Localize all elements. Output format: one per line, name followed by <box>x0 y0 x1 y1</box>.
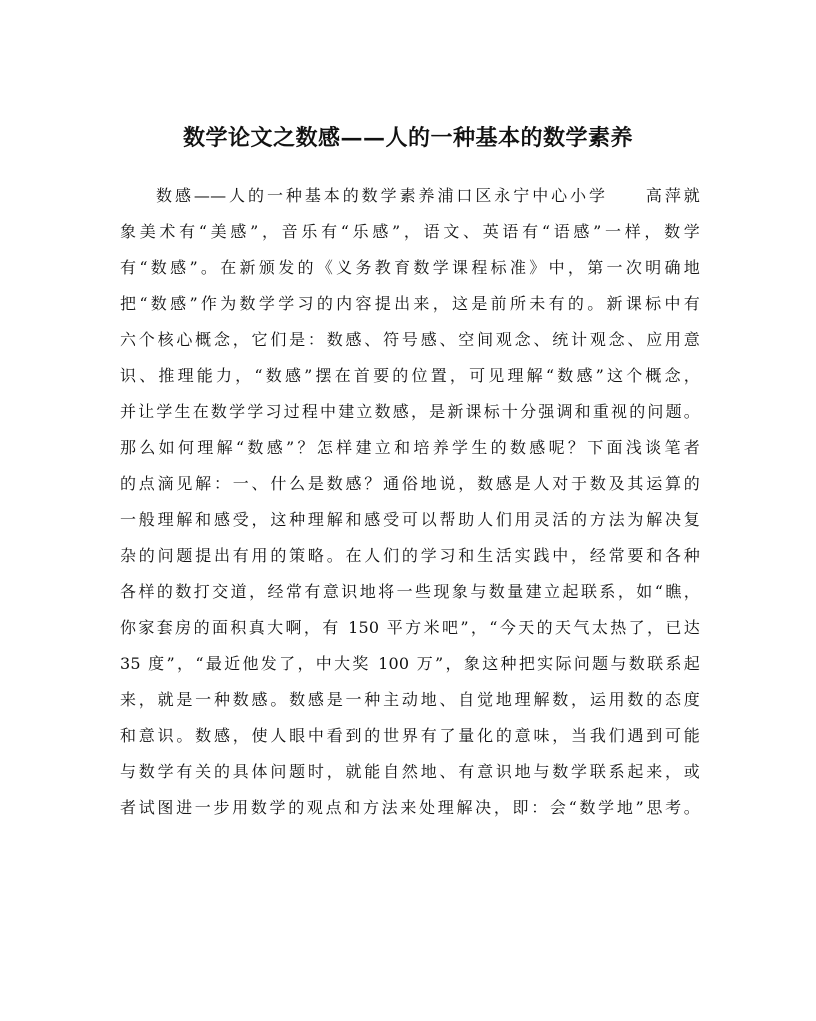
paragraph-line: 象美术有“美感”，音乐有“乐感”，语文、英语有“语感”一样，数学 <box>120 222 700 241</box>
paragraph-line: 并让学生在数学学习过程中建立数感，是新课标十分强调和重视的问题。 <box>120 402 700 421</box>
paragraph-line: 者试图进一步用数学的观点和方法来处理解决，即：会“数学地”思考。 <box>120 798 700 817</box>
paragraph-line: 数感——人的一种基本的数学素养浦口区永宁中心小学 高萍就 <box>156 186 700 205</box>
document-title: 数学论文之数感——人的一种基本的数学素养 <box>182 124 633 151</box>
paragraph-line: 各样的数打交道，经常有意识地将一些现象与数量建立起联系，如“瞧， <box>120 582 700 601</box>
paragraph-line: 来，就是一种数感。数感是一种主动地、自觉地理解数，运用数的态度 <box>120 690 700 709</box>
paragraph-line: 识、推理能力，“数感”摆在首要的位置，可见理解“数感”这个概念， <box>120 366 700 385</box>
paragraph-line: 与数学有关的具体问题时，就能自然地、有意识地与数学联系起来，或 <box>120 762 700 781</box>
paragraph-line: 35 度”，“最近他发了，中大奖 100 万”，象这种把实际问题与数联系起 <box>120 654 700 673</box>
paragraph-line: 把“数感”作为数学学习的内容提出来，这是前所未有的。新课标中有 <box>120 294 700 313</box>
paragraph-line: 杂的问题提出有用的策略。在人们的学习和生活实践中，经常要和各种 <box>120 546 700 565</box>
paragraph-line: 你家套房的面积真大啊，有 150 平方米吧”，“今天的天气太热了，已达 <box>120 618 700 637</box>
paragraph-line: 一般理解和感受，这种理解和感受可以帮助人们用灵活的方法为解决复 <box>120 510 700 529</box>
document-body <box>120 178 700 826</box>
paragraph-line: 六个核心概念，它们是：数感、符号感、空间观念、统计观念、应用意 <box>120 330 700 349</box>
paragraph-line: 那么如何理解“数感”？怎样建立和培养学生的数感呢？下面浅谈笔者 <box>120 438 700 457</box>
paragraph-line: 和意识。数感，使人眼中看到的世界有了量化的意味，当我们遇到可能 <box>120 726 700 745</box>
paragraph-line: 有“数感”。在新颁发的《义务教育数学课程标准》中，第一次明确地 <box>120 258 700 277</box>
paragraph-line: 的点滴见解：一、什么是数感？通俗地说，数感是人对于数及其运算的 <box>120 474 700 493</box>
